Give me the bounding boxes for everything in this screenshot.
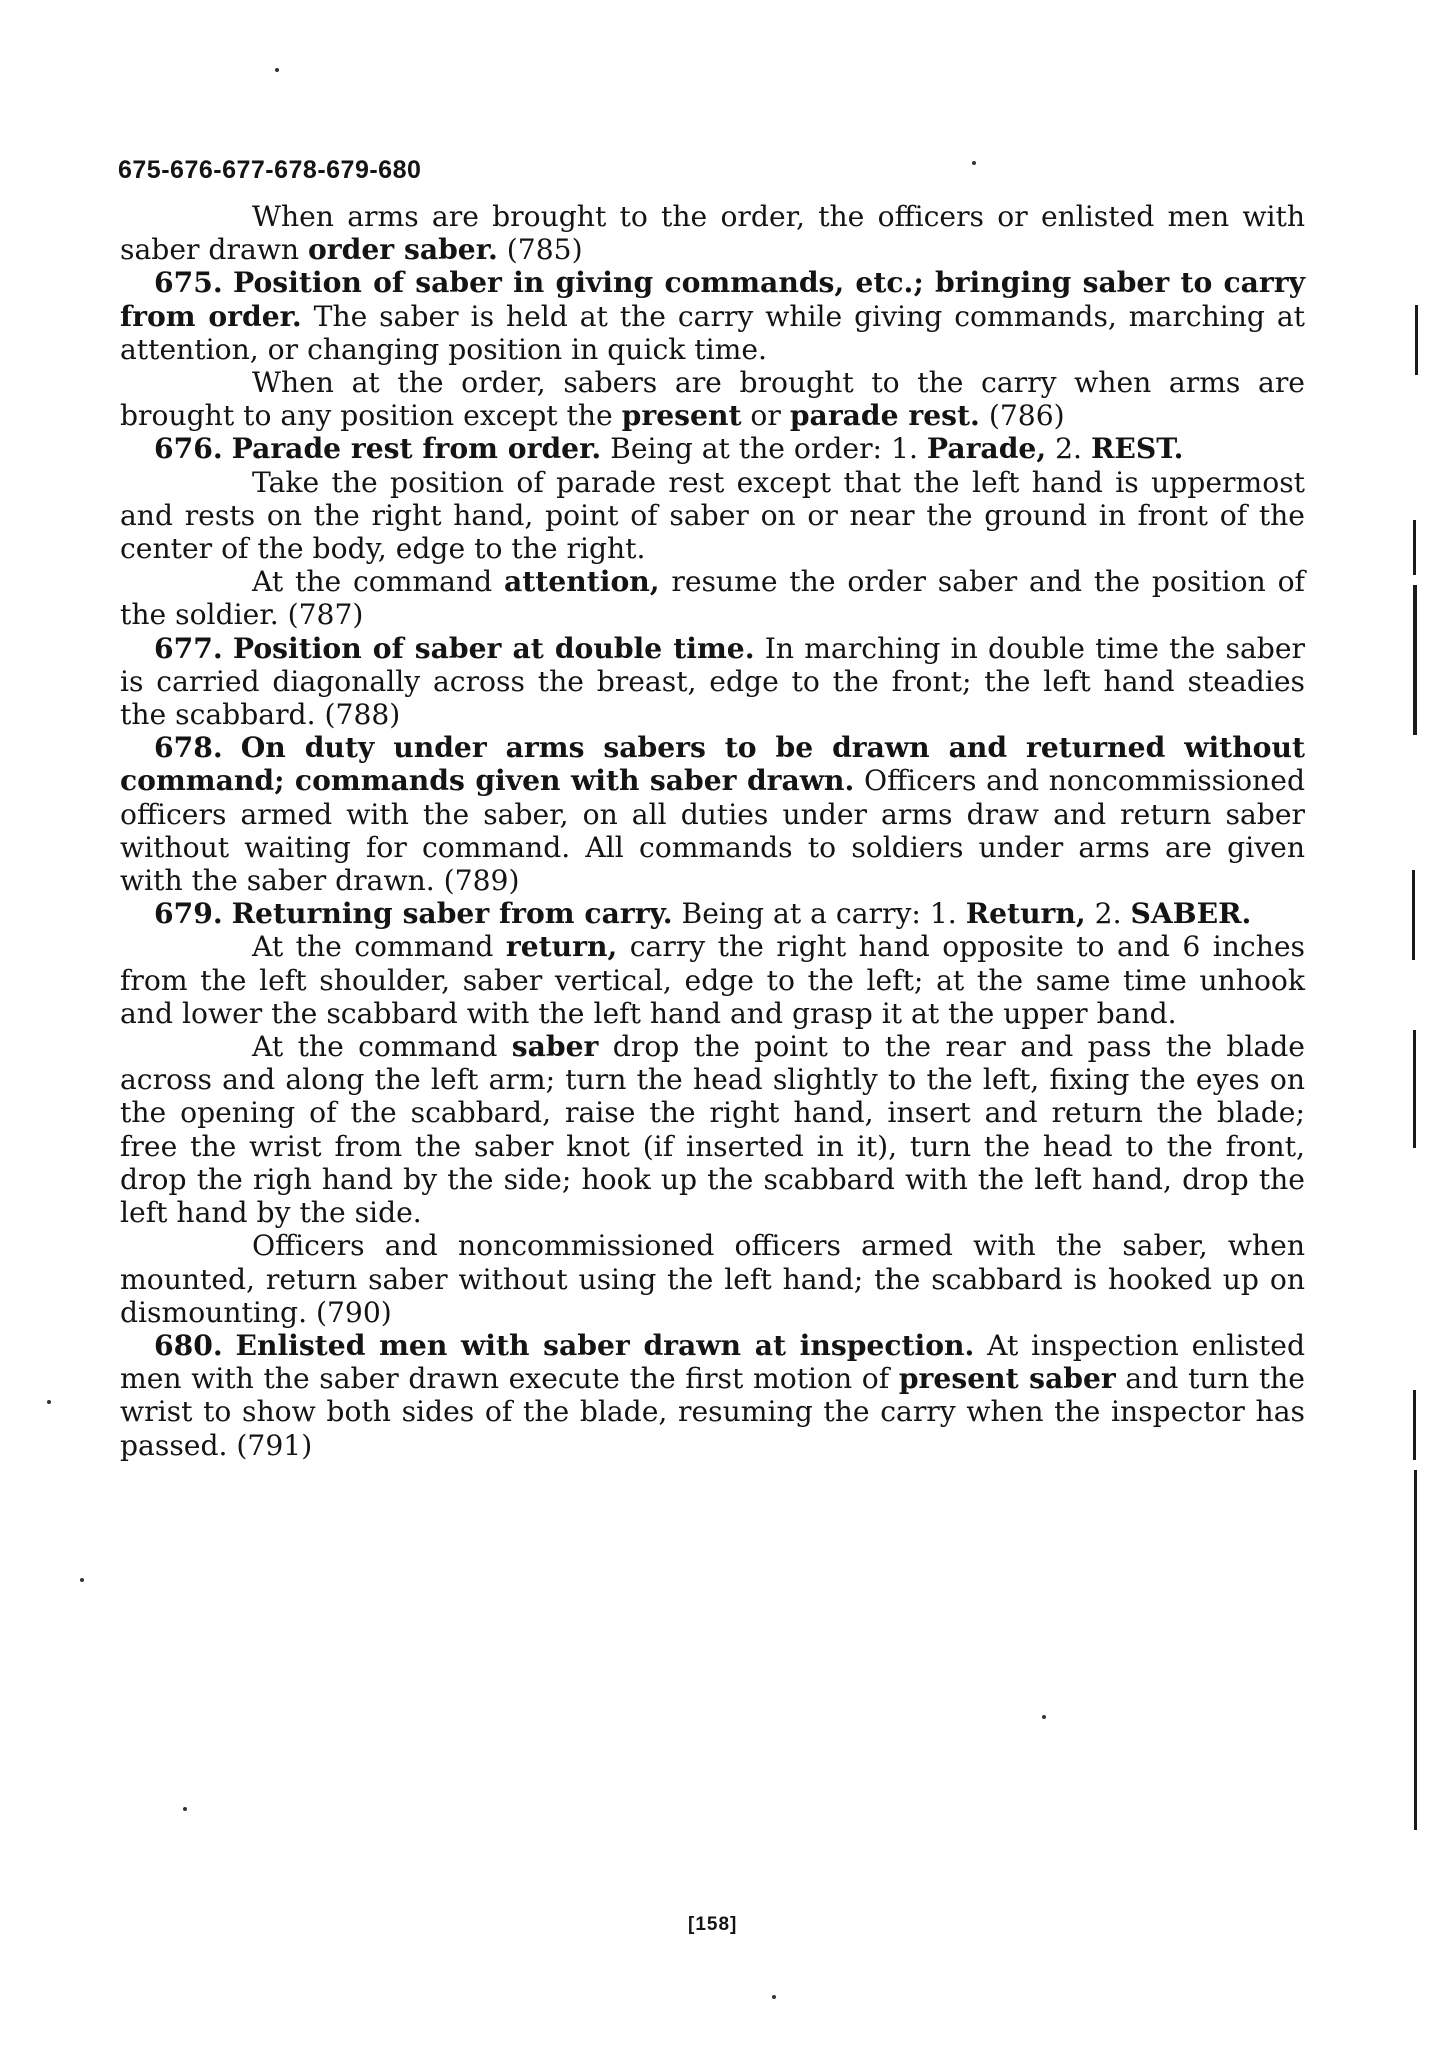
paragraph-675-cont xyxy=(120,366,1305,432)
paragraph-intro xyxy=(120,200,1305,266)
scan-artifact-bar xyxy=(1413,1390,1416,1460)
bold-text: present saber xyxy=(898,1362,1116,1396)
paragraph-number: 678. xyxy=(154,731,223,765)
text: At inspection enlisted men with the saber drawn execute the first motion of xyxy=(120,1328,1305,1396)
paragraph-title: Position of saber at double time. xyxy=(232,631,755,665)
text: resume the order saber and the position of the soldier. (787) xyxy=(120,565,1305,632)
scan-artifact-bar xyxy=(1413,1030,1416,1148)
paragraph-679 xyxy=(120,897,1305,930)
text: and turn the wrist to show both sides of the blade, resuming the carry when the inspector has passed. (791) xyxy=(120,1362,1305,1462)
paragraph-679-cont-1 xyxy=(120,930,1305,1030)
text: When arms are brought to the order, the officers or enlisted men with saber drawn xyxy=(120,200,1305,267)
text: 2. xyxy=(1085,897,1131,931)
paragraph-680 xyxy=(120,1329,1305,1462)
scan-artifact-speck xyxy=(275,68,279,72)
page-header-paragraph-range: 675-676-677-678-679-680 xyxy=(118,156,422,184)
paragraph-number: 676. xyxy=(154,432,223,466)
text: In marching in double time the saber is carried diagonally across the breast, edge to the front; the left hand steadies the scabbard. (788) xyxy=(120,631,1305,732)
scan-artifact-bar xyxy=(1415,305,1418,375)
scan-artifact-bar xyxy=(1414,1470,1417,1830)
text: drop the point to the rear and pass the blade across and along the left arm; turn the head slightly to the left, fixing the eyes on the opening of the scabbard, raise the right hand, insert and return the blade; free the wrist from the saber knot (if inserted in it), turn the head to the front, drop the righ hand by the side; hook up the scabbard with the left hand, drop the left hand by the side. xyxy=(120,1030,1305,1230)
page-number: [158] xyxy=(688,1914,738,1935)
paragraph-676-cont-2 xyxy=(120,565,1305,631)
paragraph-678 xyxy=(120,731,1305,897)
paragraph-679-cont-3 xyxy=(120,1229,1305,1329)
paragraph-679-cont-2 xyxy=(120,1030,1305,1229)
bold-text: REST. xyxy=(1090,432,1184,466)
paragraph-676-cont-1 xyxy=(120,466,1305,566)
bold-text: return, xyxy=(505,930,618,964)
text: When at the order, sabers are brought to the carry when arms are brought to any position except the xyxy=(120,366,1305,433)
scan-artifact-speck xyxy=(47,1400,51,1404)
text: Officers and noncommissioned officers armed with the saber, when mounted, return saber without using the left hand; the scabbard is hooked up on dismounting. (790) xyxy=(120,1229,1305,1329)
bold-text: Parade, xyxy=(926,432,1047,466)
bold-text: order saber. xyxy=(308,233,498,267)
scan-artifact-speck xyxy=(972,161,976,165)
bold-text: saber xyxy=(511,1030,599,1064)
bold-text: SABER. xyxy=(1130,897,1252,931)
paragraph-title: Parade rest from order. xyxy=(231,432,602,466)
paragraph-677 xyxy=(120,632,1305,732)
paragraph-title: Enlisted men with saber drawn at inspection. xyxy=(235,1328,975,1362)
scan-artifact-bar xyxy=(1413,585,1417,735)
text: At the command xyxy=(252,565,504,599)
paragraph-676 xyxy=(120,432,1305,465)
paragraph-title: On duty under arms sabers to be drawn and returned without command; commands given with saber drawn. xyxy=(120,731,1305,798)
scan-artifact-speck xyxy=(1042,1715,1046,1719)
paragraph-title: Position of saber in giving commands, etc.; bringing saber to carry from order. xyxy=(120,266,1305,333)
text: Being at the order: 1. xyxy=(601,432,927,466)
text: (786) xyxy=(979,399,1065,433)
scan-artifact-speck xyxy=(772,1995,776,1999)
text: carry the right hand opposite to and 6 inches from the left shoulder, saber vertical, edge to the left; at the same time unhook and lower the scabbard with the left hand and grasp it at the upper band. xyxy=(120,930,1305,1030)
body-text xyxy=(120,200,1305,1462)
scan-artifact-speck xyxy=(80,1578,84,1582)
text: At the command xyxy=(252,930,506,964)
text: Officers and noncommissioned officers armed with the saber, on all duties under arms draw and return saber without waiting for command. All commands to soldiers under arms are given with the saber drawn. (789) xyxy=(120,764,1305,898)
scan-artifact-bar xyxy=(1412,870,1415,960)
text: 2. xyxy=(1046,432,1091,466)
text: or xyxy=(741,399,790,433)
text: (785) xyxy=(497,233,583,267)
paragraph-number: 677. xyxy=(154,631,223,665)
paragraph-675 xyxy=(120,266,1305,366)
scan-artifact-bar xyxy=(1413,520,1416,575)
paragraph-title: Returning saber from carry. xyxy=(231,897,673,931)
text: Being at a carry: 1. xyxy=(672,897,966,931)
paragraph-number: 675. xyxy=(154,266,223,300)
paragraph-number: 680. xyxy=(154,1328,223,1362)
bold-text: Return, xyxy=(965,897,1086,931)
paragraph-number: 679. xyxy=(154,897,223,931)
text: At the command xyxy=(252,1030,512,1064)
bold-text: attention, xyxy=(503,565,660,599)
scan-artifact-speck xyxy=(183,1807,187,1811)
text: Take the position of parade rest except that the left hand is uppermost and rests on the right hand, point of saber on or near the ground in front of the center of the body, edge to the right. xyxy=(120,465,1305,566)
text: The saber is held at the carry while giving commands, marching at attention, or changing position in quick time. xyxy=(120,299,1305,366)
bold-text: parade rest. xyxy=(789,399,980,433)
bold-text: present xyxy=(621,399,742,433)
